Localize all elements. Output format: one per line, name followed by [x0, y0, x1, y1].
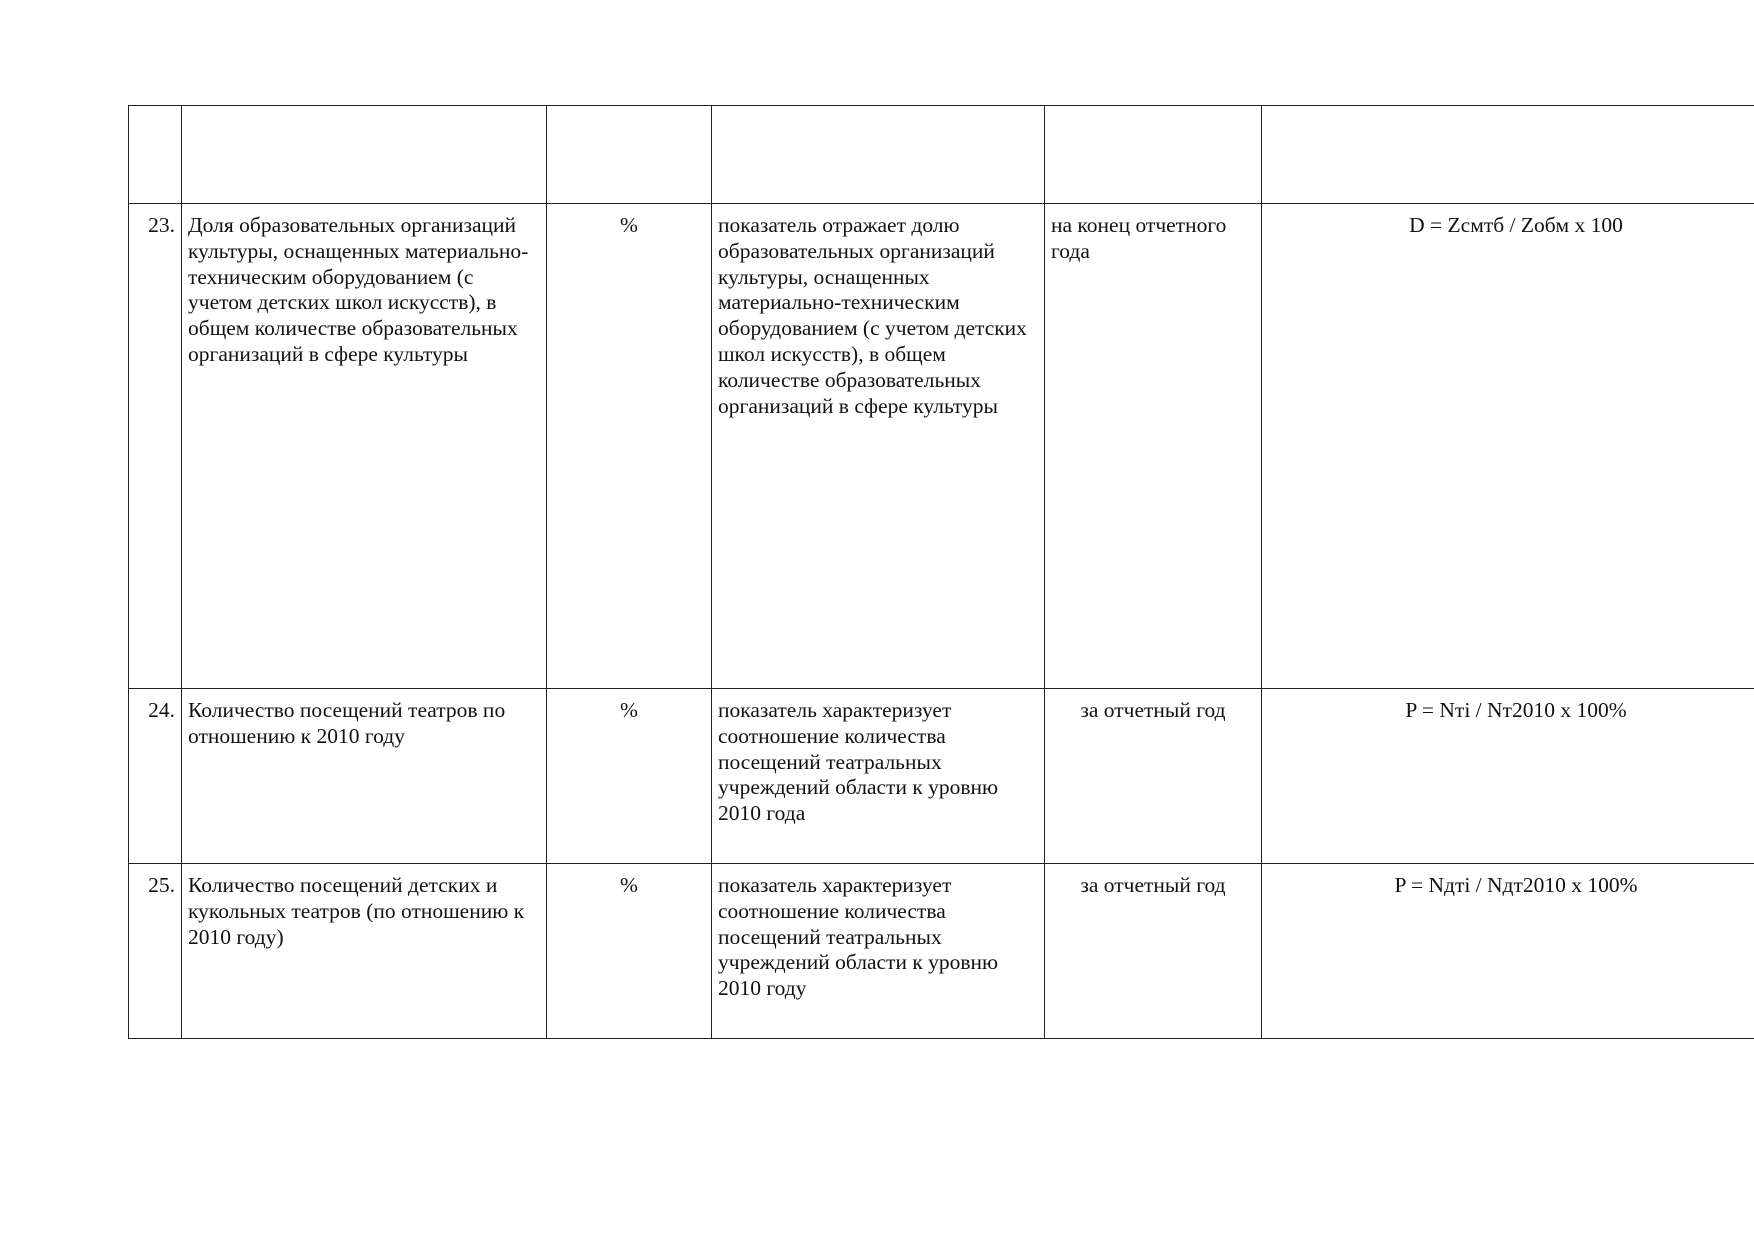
- cell-unit: %: [547, 204, 712, 689]
- cell-num: 24.: [129, 689, 182, 864]
- cell-unit: %: [547, 864, 712, 1039]
- cell-num: 25.: [129, 864, 182, 1039]
- table-row: [129, 864, 1754, 1039]
- cell-unit: %: [547, 689, 712, 864]
- cell-period: за отчетный год: [1045, 689, 1262, 864]
- cell-formula: P = Nтi / Nт2010 х 100%: [1262, 689, 1754, 864]
- table-row: [129, 204, 1754, 689]
- cell-period: на конец отчетного года: [1045, 204, 1262, 689]
- cell-formula: [1262, 106, 1754, 204]
- cell-formula: P = Nдтi / Nдт2010 х 100%: [1262, 864, 1754, 1039]
- cell-name: Количество посещений театров по отношению к 2010 году: [182, 689, 547, 864]
- cell-description: показатель характеризует соотношение количества посещений театральных учреждений области к уровню 2010 года: [712, 689, 1045, 864]
- cell-period: за отчетный год: [1045, 864, 1262, 1039]
- cell-name: [182, 106, 547, 204]
- cell-name: Количество посещений детских и кукольных театров (по отношению к 2010 году): [182, 864, 547, 1039]
- cell-name: Доля образовательных организаций культуры, оснащенных материально-техническим оборудованием (с учетом детских школ искусств), в общем количестве образовательных организаций в сфере культуры: [182, 204, 547, 689]
- cell-formula: D = Zсмтб / Zобм х 100: [1262, 204, 1754, 689]
- indicators-table: [128, 105, 1754, 1039]
- cell-description: показатель отражает долю образовательных организаций культуры, оснащенных материально-техническим оборудованием (с учетом детских школ искусств), в общем количестве образовательных организаций в сфере культуры: [712, 204, 1045, 689]
- cell-unit: [547, 106, 712, 204]
- cell-description: показатель характеризует соотношение количества посещений театральных учреждений области к уровню 2010 году: [712, 864, 1045, 1039]
- cell-period: [1045, 106, 1262, 204]
- cell-num: [129, 106, 182, 204]
- table-row-continued-header: [129, 106, 1754, 204]
- cell-num: 23.: [129, 204, 182, 689]
- table-row: [129, 689, 1754, 864]
- cell-description: [712, 106, 1045, 204]
